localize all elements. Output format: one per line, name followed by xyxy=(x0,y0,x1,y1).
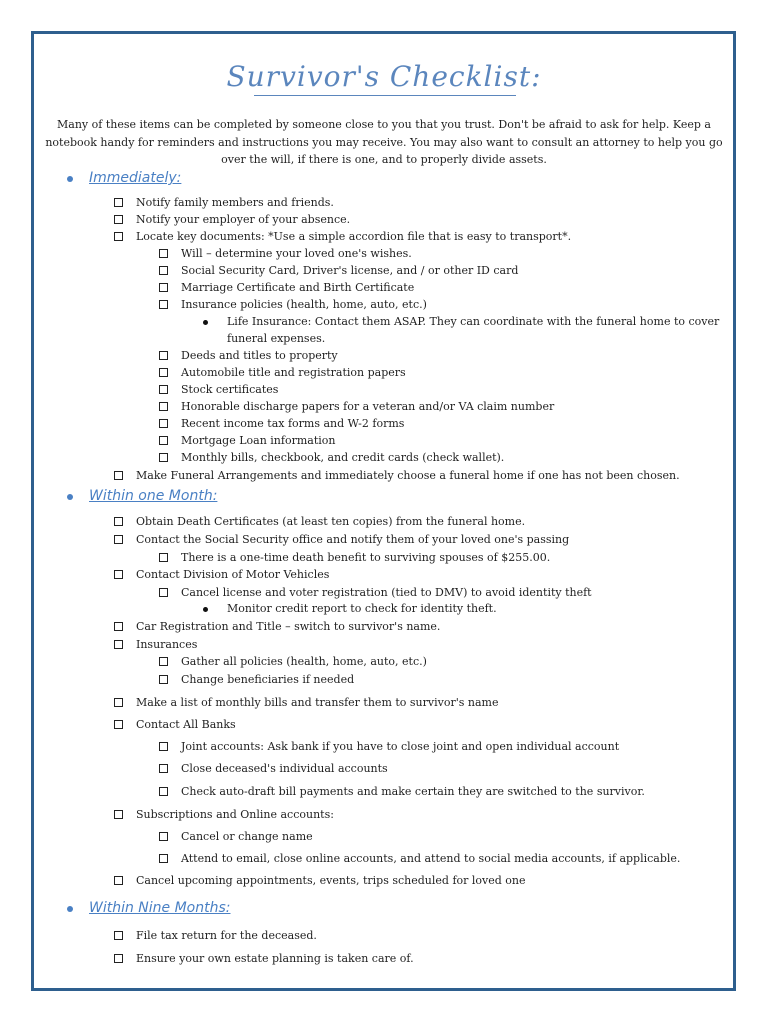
checkbox[interactable] xyxy=(159,553,168,562)
checklist-item-text: Obtain Death Certificates (at least ten copies) from the funeral home. xyxy=(136,515,526,528)
bullet-icon xyxy=(203,607,208,612)
checkbox[interactable] xyxy=(159,742,168,751)
title-underline xyxy=(254,95,516,96)
checklist-item-text: Will – determine your loved one's wishes. xyxy=(181,247,412,260)
checkbox[interactable] xyxy=(159,675,168,684)
checklist-item-text: Close deceased's individual accounts xyxy=(181,762,388,775)
section-heading: Immediately: xyxy=(89,170,182,186)
checklist-item-text: Car Registration and Title – switch to survivor's name. xyxy=(136,620,441,633)
checkbox[interactable] xyxy=(159,832,168,841)
checklist-item-text: Contact Division of Motor Vehicles xyxy=(136,568,330,581)
checklist-item-text: Make Funeral Arrangements and immediately choose a funeral home if one has not been chosen. xyxy=(136,469,680,482)
section-heading: Within one Month: xyxy=(89,488,218,504)
checkbox[interactable] xyxy=(159,588,168,597)
page-title: Survivor's Checklist: xyxy=(226,60,542,93)
checklist-item-text: Locate key documents: *Use a simple accordion file that is easy to transport*. xyxy=(136,230,572,243)
checklist-item-text: Ensure your own estate planning is taken care of. xyxy=(136,952,414,965)
checklist-item-text: There is a one-time death benefit to surviving spouses of $255.00. xyxy=(181,551,551,564)
checkbox[interactable] xyxy=(114,931,123,940)
checkbox[interactable] xyxy=(159,351,168,360)
checklist-item-text: Check auto-draft bill payments and make certain they are switched to the survivor. xyxy=(181,785,645,798)
checklist-item-text: Cancel upcoming appointments, events, trips scheduled for loved one xyxy=(136,874,526,887)
intro-paragraph: Many of these items can be completed by someone close to you that you trust. Don't be afraid to ask for help. Keep a notebook handy for reminders and instructions you may receive. You may also want to consult an attorney to help you go over the will, if there is one, and to properly divide assets. xyxy=(45,118,723,166)
checkbox[interactable] xyxy=(159,300,168,309)
checklist-item-text: Automobile title and registration papers xyxy=(181,366,406,379)
checkbox[interactable] xyxy=(114,198,123,207)
checkbox[interactable] xyxy=(114,570,123,579)
checklist-item-text: Insurances xyxy=(136,638,198,651)
checkbox[interactable] xyxy=(114,517,123,526)
checkbox[interactable] xyxy=(159,764,168,773)
checkbox[interactable] xyxy=(114,471,123,480)
checklist-item-text: Notify family members and friends. xyxy=(136,196,334,209)
checklist-item-text: Deeds and titles to property xyxy=(181,349,338,362)
checklist-item-text: Insurance policies (health, home, auto, etc.) xyxy=(181,298,427,311)
checklist-item-text: Social Security Card, Driver's license, and / or other ID card xyxy=(181,264,519,277)
checklist-item-text: File tax return for the deceased. xyxy=(136,929,317,942)
checklist-item-text: Gather all policies (health, home, auto, etc.) xyxy=(181,655,427,668)
checkbox[interactable] xyxy=(159,453,168,462)
checklist-item-text: Life Insurance: Contact them ASAP. They can coordinate with the funeral home to cover xyxy=(227,315,720,328)
checkbox[interactable] xyxy=(114,876,123,885)
checkbox[interactable] xyxy=(159,249,168,258)
checkbox[interactable] xyxy=(159,436,168,445)
checkbox[interactable] xyxy=(159,854,168,863)
checklist-item-text: Cancel license and voter registration (tied to DMV) to avoid identity theft xyxy=(181,586,592,599)
checklist-item-text: Contact All Banks xyxy=(136,718,236,731)
checkbox[interactable] xyxy=(159,419,168,428)
checklist-item-text: Cancel or change name xyxy=(181,830,313,843)
checklist-item-text: Joint accounts: Ask bank if you have to close joint and open individual account xyxy=(181,740,620,753)
checkbox[interactable] xyxy=(159,385,168,394)
checklist-item-text: Change beneficiaries if needed xyxy=(181,673,355,686)
checklist-item-text: Monthly bills, checkbook, and credit cards (check wallet). xyxy=(181,451,505,464)
checklist-item-text: Recent income tax forms and W-2 forms xyxy=(181,417,405,430)
checkbox[interactable] xyxy=(114,215,123,224)
checkbox[interactable] xyxy=(159,283,168,292)
section-heading: Within Nine Months: xyxy=(89,900,231,916)
checklist-item-text: Contact the Social Security office and notify them of your loved one's passing xyxy=(136,533,570,546)
checklist-item-text: Attend to email, close online accounts, and attend to social media accounts, if applicable. xyxy=(181,852,681,865)
section-bullet-icon xyxy=(67,494,73,500)
checkbox[interactable] xyxy=(159,266,168,275)
checkbox[interactable] xyxy=(114,954,123,963)
checkbox[interactable] xyxy=(159,368,168,377)
checklist-item-text: funeral expenses. xyxy=(227,332,326,345)
checkbox[interactable] xyxy=(159,787,168,796)
checkbox[interactable] xyxy=(114,698,123,707)
checklist-item-text: Marriage Certificate and Birth Certificate xyxy=(181,281,415,294)
checklist-item-text: Monitor credit report to check for identity theft. xyxy=(227,602,497,615)
checklist-item-text: Mortgage Loan information xyxy=(181,434,336,447)
checkbox[interactable] xyxy=(114,535,123,544)
checkbox[interactable] xyxy=(114,640,123,649)
checkbox[interactable] xyxy=(159,657,168,666)
section-bullet-icon xyxy=(67,176,73,182)
checklist-item-text: Honorable discharge papers for a veteran and/or VA claim number xyxy=(181,400,555,413)
checklist-item-text: Subscriptions and Online accounts: xyxy=(136,808,334,821)
checklist-item-text: Make a list of monthly bills and transfer them to survivor's name xyxy=(136,696,499,709)
checklist-item-text: Notify your employer of your absence. xyxy=(136,213,351,226)
checkbox[interactable] xyxy=(114,232,123,241)
checkbox[interactable] xyxy=(159,402,168,411)
checkbox[interactable] xyxy=(114,622,123,631)
section-bullet-icon xyxy=(67,906,73,912)
checkbox[interactable] xyxy=(114,810,123,819)
bullet-icon xyxy=(203,320,208,325)
checklist-item-text: Stock certificates xyxy=(181,383,279,396)
checkbox[interactable] xyxy=(114,720,123,729)
